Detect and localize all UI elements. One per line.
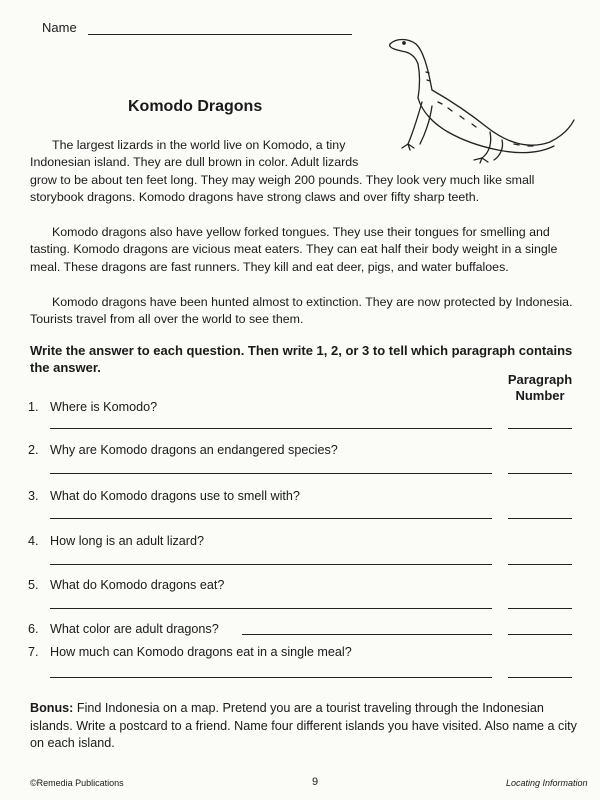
paragraph-number-line-4[interactable] [508,564,572,565]
answer-line-1[interactable] [50,428,492,429]
paragraph-number-line-3[interactable] [508,518,572,519]
question-6: 6. What color are adult dragons? [28,622,219,636]
paragraph-number-line-1[interactable] [508,428,572,429]
question-7: 7. How much can Komodo dragons eat in a single meal? [28,645,352,659]
bonus-activity: Bonus: Find Indonesia on a map. Pretend you are a tourist traveling through the Indonesian islands. Write a postcard to a friend. Name four different islands you have visited. Also name a city on each island. [30,701,577,750]
question-1: 1. Where is Komodo? [28,400,158,414]
page-number: 9 [312,776,319,788]
passage-paragraph-1: The largest lizards in the world live on Komodo, a tiny Indonesian island. They are dull brown in color. Adult lizards [30,138,359,170]
answer-line-6[interactable] [242,634,492,635]
answer-line-7[interactable] [50,677,492,678]
passage-paragraph-2: Komodo dragons also have yellow forked tongues. They use their tongues for smelling and tasting. Komodo dragons are vicious meat eaters. They can eat half their body weight in a single meal. These dragons are fast runners. They kill and eat deer, pigs, and water buffaloes. [30,225,558,274]
paragraph-number-line-5[interactable] [508,608,572,609]
passage-paragraph-3: Komodo dragons have been hunted almost to extinction. They are now protected by Indonesia. Tourists travel from all over the world to see them. [30,295,573,327]
question-4: 4. How long is an adult lizard? [28,534,205,548]
instructions: Write the answer to each question. Then write 1, 2, or 3 to tell which paragraph contains the answer. [30,343,573,375]
answer-line-3[interactable] [50,518,492,519]
answer-line-4[interactable] [50,564,492,565]
question-5: 5. What do Komodo dragons eat? [28,578,225,592]
komodo-dragon-illustration [378,32,578,164]
publisher-credit: ©Remedia Publications [30,778,124,788]
answer-line-2[interactable] [50,473,492,474]
passage-title: Komodo Dragons [128,98,263,115]
skill-label: Locating Information [506,778,588,788]
question-3: 3. What do Komodo dragons use to smell with? [28,489,300,503]
question-2: 2. Why are Komodo dragons an endangered species? [28,443,338,457]
answer-line-5[interactable] [50,608,492,609]
paragraph-number-line-6[interactable] [508,634,572,635]
paragraph-number-header: Paragraph Number [507,372,573,403]
name-label: Name [42,20,77,35]
paragraph-number-line-2[interactable] [508,473,572,474]
name-field-line[interactable] [88,34,352,35]
passage-paragraph-1-continued: grow to be about ten feet long. They may weigh 200 pounds. They look very much like small storybook dragons. Komodo dragons have strong claws and over fifty sharp teeth. [30,173,535,205]
paragraph-number-line-7[interactable] [508,677,572,678]
